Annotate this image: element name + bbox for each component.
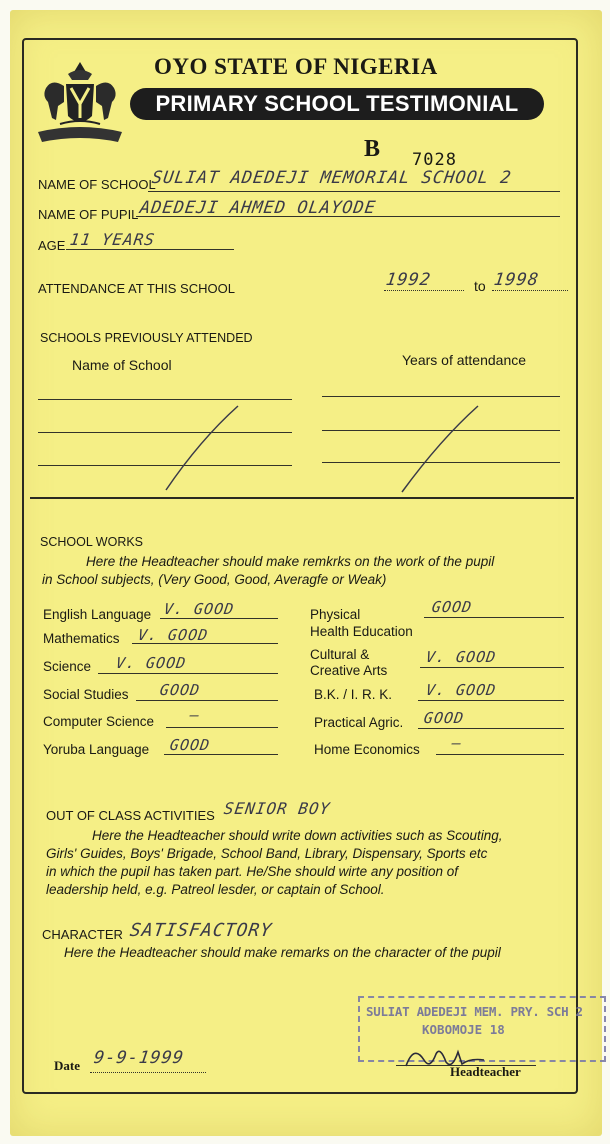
school-name-line — [148, 191, 560, 192]
activities-label: OUT OF CLASS ACTIVITIES — [46, 808, 215, 823]
school-name-value: SULIAT ADEDEJI MEMORIAL SCHOOL 2 — [150, 168, 513, 188]
school-name-label: NAME OF SCHOOL — [38, 177, 156, 192]
grade-line — [436, 754, 564, 755]
nigeria-coat-of-arms-icon — [30, 58, 130, 150]
stamp-text: SULIAT ADEDEJI MEM. PRY. SCH 2 — [366, 1004, 583, 1019]
subject-label: Cultural & — [310, 647, 370, 662]
subject-grade: V. GOOD — [424, 681, 498, 699]
date-label: Date — [54, 1058, 80, 1073]
grade-line — [166, 727, 278, 728]
attendance-label: ATTENDANCE AT THIS SCHOOL — [38, 281, 235, 296]
stamp-text: KOBOMOJE 18 — [422, 1022, 505, 1037]
subject-grade: GOOD — [158, 681, 202, 699]
subject-label: Computer Science — [43, 714, 155, 729]
subject-grade: GOOD — [168, 736, 212, 754]
grade-line — [160, 618, 278, 619]
school-works-heading: SCHOOL WORKS — [40, 535, 144, 549]
subject-label: B.K. / I. R. K. — [314, 687, 393, 702]
subject-grade: — — [450, 734, 464, 752]
grade-line — [418, 700, 564, 701]
previous-line — [322, 396, 560, 397]
date-line — [90, 1072, 206, 1073]
subject-label: Practical Agric. — [314, 715, 404, 730]
grade-line — [424, 617, 564, 618]
pupil-name-label: NAME OF PUPIL — [38, 207, 139, 222]
subject-label-line2: Creative Arts — [310, 663, 388, 678]
grade-line — [136, 700, 278, 701]
section-divider — [30, 497, 574, 499]
attendance-to-line — [492, 290, 568, 291]
activities-instruction: Here the Headteacher should write down activities such as Scouting, — [92, 828, 503, 843]
subject-label: Yoruba Language — [43, 742, 150, 757]
activities-instruction: in which the pupil has taken part. He/She should wirte any position of — [46, 864, 458, 879]
subject-label: Home Economics — [314, 742, 420, 757]
strike-through-mark — [160, 400, 250, 496]
grade-line — [420, 667, 564, 668]
subject-grade: V. GOOD — [162, 600, 236, 618]
activities-value: SENIOR BOY — [222, 799, 332, 818]
previous-years-column: Years of attendance — [402, 352, 527, 368]
grade-line — [164, 754, 278, 755]
grade-line — [132, 643, 278, 644]
attendance-from-line — [384, 290, 464, 291]
series-letter: B — [364, 136, 381, 162]
grade-line — [98, 673, 278, 674]
headteacher-label: Headteacher — [450, 1064, 521, 1079]
subject-grade: — — [188, 706, 202, 724]
state-title: OYO STATE OF NIGERIA — [154, 54, 438, 79]
pupil-name-value: ADEDEJI AHMED OLAYODE — [138, 198, 378, 218]
subject-label: English Language — [43, 607, 152, 622]
grade-line — [418, 728, 564, 729]
age-value: 11 YEARS — [68, 230, 157, 249]
activities-instruction: leadership held, e.g. Patreol lesder, or captain of School. — [46, 882, 385, 897]
pupil-name-line — [136, 216, 560, 217]
attendance-to: 1998 — [492, 270, 541, 290]
age-line — [66, 249, 234, 250]
document-title-banner: PRIMARY SCHOOL TESTIMONIAL — [130, 88, 544, 120]
attendance-to-label: to — [474, 278, 486, 294]
date-value: 9-9-1999 — [92, 1048, 186, 1068]
attendance-from: 1992 — [384, 270, 433, 290]
subject-label: Social Studies — [43, 687, 129, 702]
school-works-instruction: in School subjects, (Very Good, Good, Averagfe or Weak) — [42, 572, 387, 587]
character-label: CHARACTER — [42, 927, 123, 942]
subject-label: Physical — [310, 607, 361, 622]
character-value: SATISFACTORY — [128, 920, 274, 941]
subject-grade: V. GOOD — [114, 654, 188, 672]
age-label: AGE — [38, 238, 66, 253]
school-works-instruction: Here the Headteacher should make remkrks on the work of the pupil — [86, 554, 495, 569]
previous-schools-heading: SCHOOLS PREVIOUSLY ATTENDED — [40, 331, 253, 345]
subject-grade: V. GOOD — [424, 648, 498, 666]
character-instruction: Here the Headteacher should make remarks on the character of the pupil — [64, 945, 501, 960]
subject-grade: GOOD — [430, 598, 474, 616]
subject-label: Science — [43, 659, 92, 674]
subject-grade: GOOD — [422, 709, 466, 727]
subject-grade: V. GOOD — [136, 626, 210, 644]
subject-label-line2: Health Education — [310, 624, 413, 639]
subject-label: Mathematics — [43, 631, 120, 646]
previous-name-column: Name of School — [72, 357, 172, 373]
serial-number: 7028 — [412, 150, 457, 170]
strike-through-mark — [396, 400, 486, 496]
activities-instruction: Girls' Guides, Boys' Brigade, School Band, Library, Dispensary, Sports etc — [46, 846, 488, 861]
